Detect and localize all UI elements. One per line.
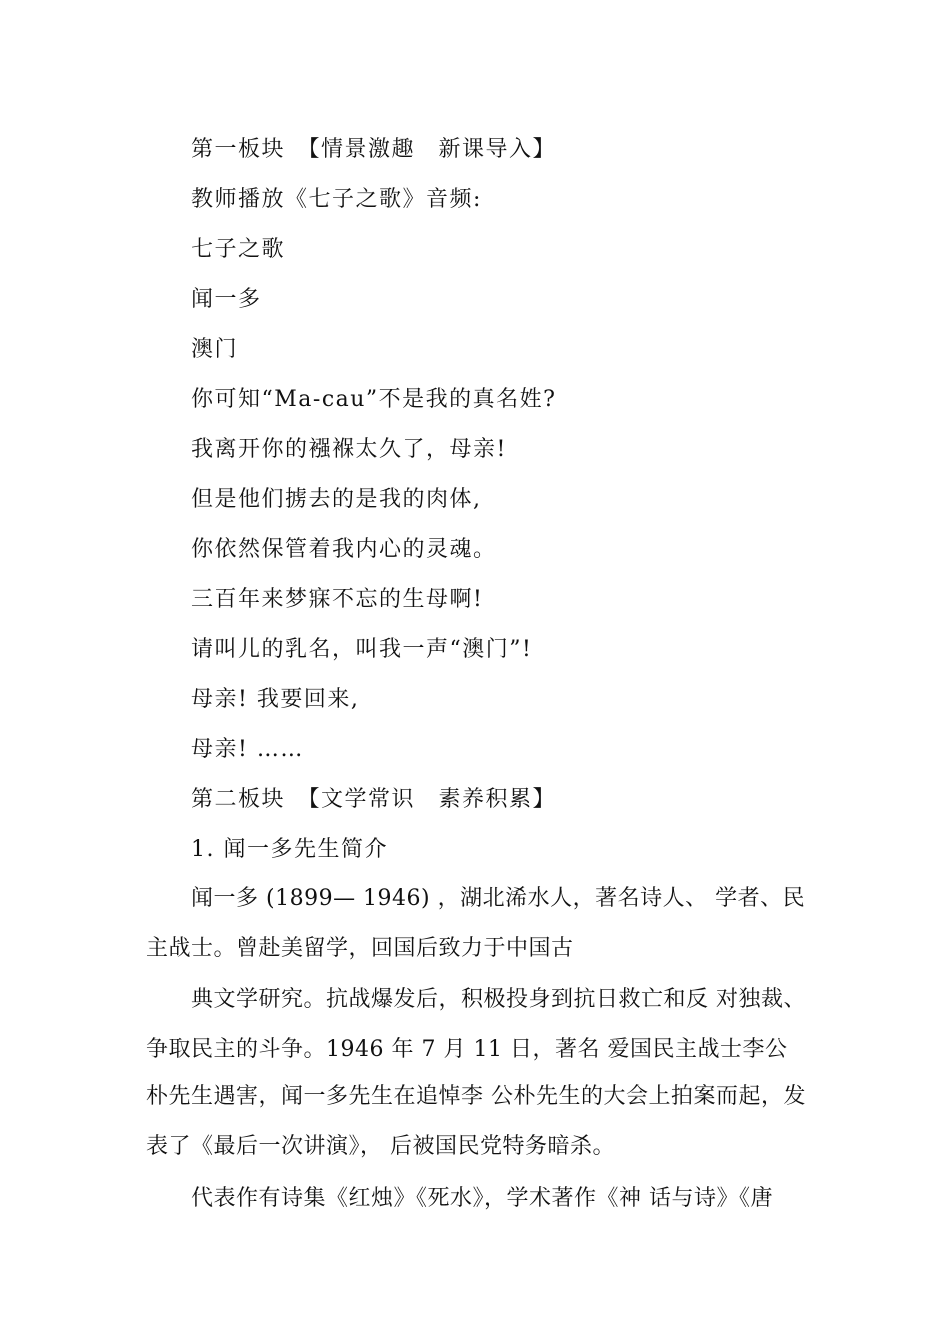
section2-item1: 1. 闻一多先生简介 — [191, 837, 388, 862]
bio-line: 朴先生遇害，闻一多先生在追悼李 公朴先生的大会上拍案而起，发 — [146, 1084, 806, 1109]
poem-line: 你可知“Ma-cau”不是我的真名姓? — [191, 387, 557, 412]
bio-line: 代表作有诗集《红烛》《死水》，学术著作《神 话与诗》《唐 — [191, 1186, 773, 1211]
poem-author: 闻一多 — [191, 287, 262, 312]
bio-line: 表了《最后一次讲演》， 后被国民党特务暗杀。 — [146, 1134, 615, 1159]
section2-heading: 第二板块 【文学常识 素养积累】 — [191, 787, 557, 812]
poem-line: 我离开你的襁褓太久了，母亲! — [191, 437, 507, 462]
poem-line: 请叫儿的乳名，叫我一声“澳门”! — [191, 637, 533, 662]
bio-line: 主战士。曾赴美留学，回国后致力于中国古 — [146, 936, 574, 961]
poem-line: 母亲! …… — [191, 737, 304, 762]
poem-line: 三百年来梦寐不忘的生母啊! — [191, 587, 484, 612]
poem-title: 七子之歌 — [191, 237, 286, 262]
bio-line: 争取民主的斗争。1946 年 7 月 11 日，著名 爱国民主战士李公 — [146, 1037, 788, 1062]
bio-line: 闻一多 (1899— 1946) ，湖北浠水人，著名诗人、 学者、民 — [191, 886, 806, 911]
section1-heading: 第一板块 【情景激趣 新课导入】 — [191, 137, 557, 162]
poem-line: 但是他们掳去的是我的肉体, — [191, 487, 482, 512]
poem-line: 母亲! 我要回来, — [191, 687, 360, 712]
bio-line: 典文学研究。抗战爆发后，积极投身到抗日救亡和反 对独裁、 — [191, 987, 806, 1012]
section1-intro: 教师播放《七子之歌》音频: — [191, 187, 482, 212]
poem-subtitle: 澳门 — [191, 337, 239, 362]
poem-line: 你依然保管着我内心的灵魂。 — [191, 537, 497, 562]
